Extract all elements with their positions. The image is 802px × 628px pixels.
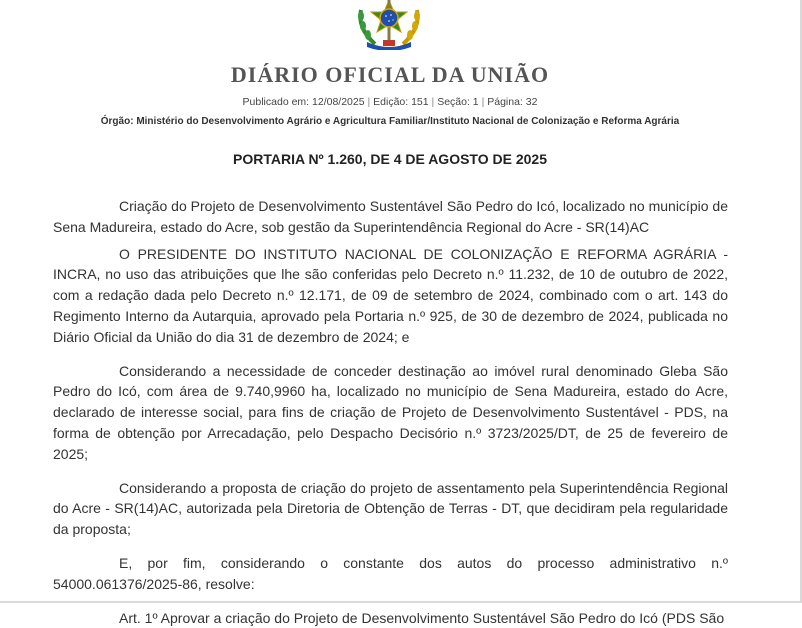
publication-meta: [0, 96, 780, 108]
orgao-value: Ministério do Desenvolvimento Agrário e Agricultura Familiar/Instituto Nacional de Colonização e Reforma Agrária: [136, 116, 680, 127]
paragraph-considerando-2: Considerando a proposta de criação do projeto de assentamento pela Superintendência Regional do Acre - SR(14)AC, autorizada pela Diretoria de Obtenção de Terras - DT, que decidiram pela regularidade da proposta;: [53, 479, 728, 538]
paragraph-preamble: O PRESIDENTE DO INSTITUTO NACIONAL DE COLONIZAÇÃO E REFORMA AGRÁRIA - INCRA, no uso das atribuições que lhe são conferidas pelo Decreto n.º 11.232, de 10 de outubro de 2022, com a redação dada pelo Decreto n.º 12.171, de 09 de setembro de 2024, combinado com o art. 143 do Regimento Interno da Autarquia, aprovado pela Portaria n.º 925, de 30 de dezembro de 2024, publicada no Diário Oficial da União do dia 31 de dezembro de 2024; e: [53, 245, 728, 345]
page-number: Página: 32: [487, 96, 538, 108]
meta-separator: |: [481, 96, 485, 108]
section: Seção: 1: [437, 96, 479, 108]
document-heading: PORTARIA Nº 1.260, DE 4 DE AGOSTO DE 2025: [233, 151, 547, 167]
brazil-coat-of-arms-icon: [353, 0, 425, 50]
paragraph-ementa: Criação do Projeto de Desenvolvimento Sustentável São Pedro do Icó, localizado no município de Sena Madureira, estado do Acre, sob gestão da Superintendência Regional do Acre - SR(14)AC: [53, 198, 728, 235]
paragraph-resolve: E, por fim, considerando o constante dos autos do processo administrativo n.º 54000.061376/2025-86, resolve:: [53, 554, 728, 592]
meta-separator: |: [367, 96, 371, 108]
document-body: [53, 196, 728, 628]
published-date: 12/08/2025: [312, 96, 365, 108]
edition: Edição: 151: [373, 96, 429, 108]
published-label: Publicado em:: [242, 96, 310, 108]
paragraph-article-1: Art. 1º Aprovar a criação do Projeto de Desenvolvimento Sustentável São Pedro do Icó (PDS São: [119, 609, 725, 626]
paragraph-considerando-1: Considerando a necessidade de conceder destinação ao imóvel rural denominado Gleba São Pedro do Icó, com área de 9.740,9960 ha, localizado no município de Sena Madureira, estado do Acre, declarado de interesse social, para fins de criação de Projeto de Desenvolvimento Sustentável - PDS, na forma de obtenção por Arrecadação, pelo Despacho Decisório n.º 3723/2025/DT, de 25 de fevereiro de 2025;: [53, 362, 728, 462]
orgao-line: [0, 116, 780, 127]
publication-title: DIÁRIO OFICIAL DA UNIÃO: [230, 62, 550, 87]
orgao-label: Órgão:: [100, 116, 134, 127]
meta-separator: |: [431, 96, 435, 108]
